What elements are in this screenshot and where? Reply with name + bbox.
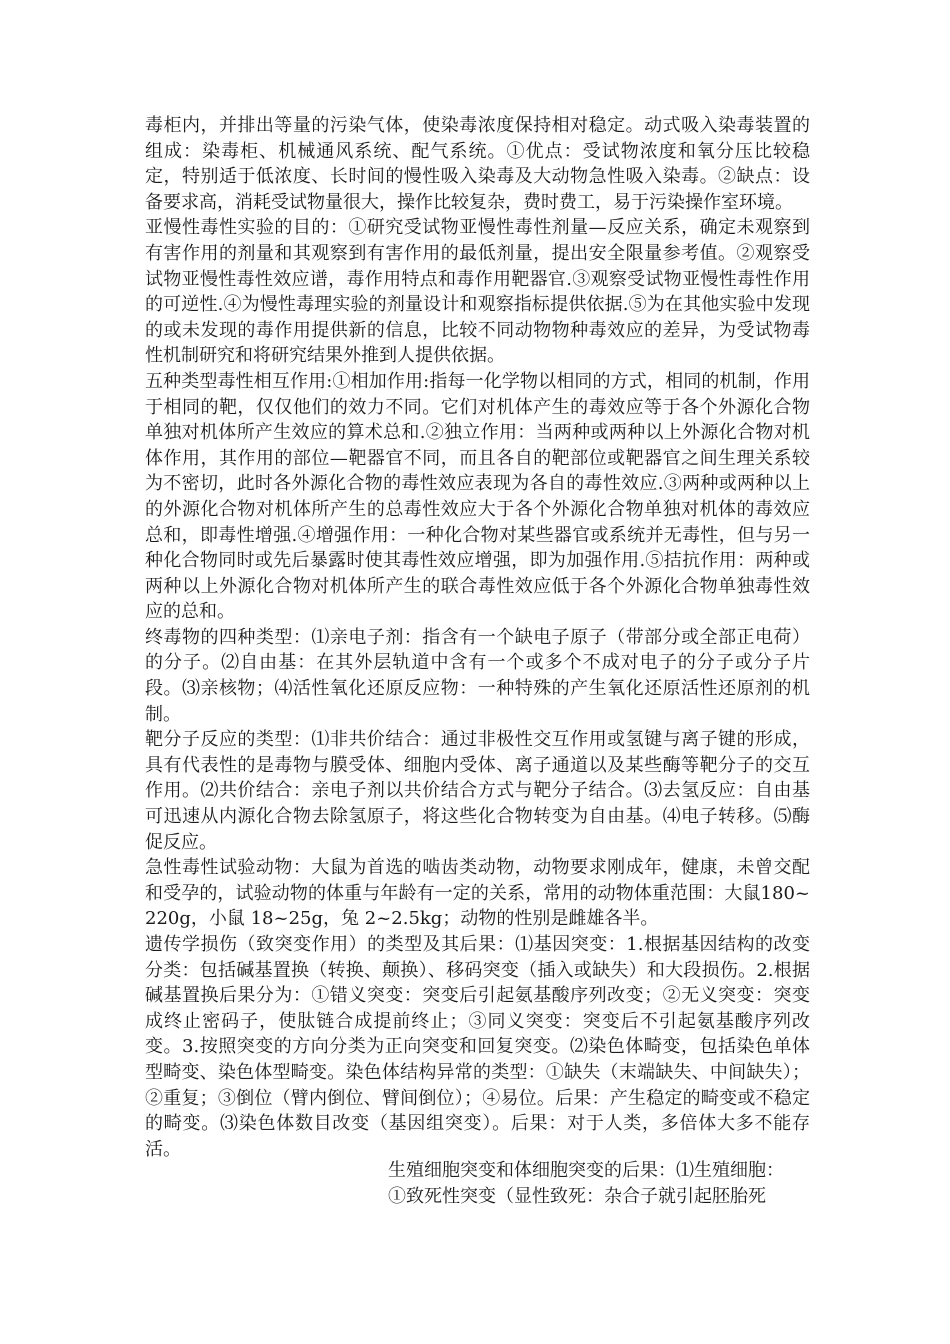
tail-line: ①致死性突变（显性致死：杂合子就引起胚胎死 bbox=[388, 1185, 766, 1207]
document-body bbox=[145, 113, 810, 1162]
paragraph-toxic-interactions: 五种类型毒性相互作用:①相加作用:指每一化学物以相同的方式，相同的机制，作用于相同的靶，仅仅他们的效力不同。它们对机体产生的毒效应等于各个外源化合物单独对机体所产生效应的算术总和.②独立作用：当两种或两种以上外源化合物对机体作用，其作用的部位—靶器官不同，而且各自的靶部位或靶器官之间生理关系较为不密切，此时各外源化合物的毒性效应表现为各自的毒性效应.③两种或两种以上的外源化合物对机体所产生的总毒性效应大于各个外源化合物单独对机体的毒效应总和，即毒性增强.④增强作用：一种化合物对某些器官或系统并无毒性，但与另一种化合物同时或先后暴露时使其毒性效应增强，即为加强作用.⑤拮抗作用：两种或两种以上外源化合物对机体所产生的联合毒性效应低于各个外源化合物单独毒性效应的总和。 bbox=[145, 370, 810, 623]
paragraph-genetic-damage: 遗传学损伤（致突变作用）的类型及其后果：⑴基因突变：1.根据基因结构的改变分类：包括碱基置换（转换、颠换）、移码突变（插入或缺失）和大段损伤。2.根据碱基置换后果分为：①错义突变：突变后引起氨基酸序列改变；②无义突变：突变成终止密码子，使肽链合成提前终止；③同义突变：突变后不引起氨基酸序列改变。3.按照突变的方向分类为正向突变和回复突变。⑵染色体畸变，包括染色单体型畸变、染色体型畸变。染色体结构异常的类型：①缺失（末端缺失、中间缺失）；②重复；③倒位（臂内倒位、臂间倒位）；④易位。后果：产生稳定的畸变或不稳定的畸变。⑶染色体数目改变（基因组突变）。后果：对于人类，多倍体大多不能存活。 bbox=[145, 934, 810, 1160]
paragraph-exposure-device: 毒柜内，并排出等量的污染气体，使染毒浓度保持相对稳定。动式吸入染毒装置的组成：染毒柜、机械通风系统、配气系统。①优点：受试物浓度和氧分压比较稳定，特别适于低浓度、长时间的慢性吸入染毒及大动物急性吸入染毒。②缺点：设备要求高，消耗受试物量很大，操作比较复杂，费时费工，易于污染操作室环境。 bbox=[145, 115, 810, 213]
document-tail bbox=[388, 1158, 810, 1209]
paragraph-ultimate-toxicants: 终毒物的四种类型：⑴亲电子剂：指含有一个缺电子原子（带部分或全部正电荷）的分子。⑵自由基：在其外层轨道中含有一个或多个不成对电子的分子或分子片段。⑶亲核物；⑷活性氧化还原反应物：一种特殊的产生氧化还原活性还原剂的机制。 bbox=[145, 626, 810, 725]
tail-line: 生殖细胞突变和体细胞突变的后果：⑴生殖细胞： bbox=[388, 1160, 784, 1181]
paragraph-subchronic-purpose: 亚慢性毒性实验的目的：①研究受试物亚慢性毒性剂量—反应关系，确定未观察到有害作用的剂量和其观察到有害作用的最低剂量，提出安全限量参考值。②观察受试物亚慢性毒性效应谱，毒作用特点和毒作用靶器官.③观察受试物亚慢性毒性作用的可逆性.④为慢性毒理实验的剂量设计和观察指标提供依据.⑤为在其他实验中发现的或未发现的毒作用提供新的信息，比较不同动物物种毒效应的差异，为受试物毒性机制研究和将研究结果外推到人提供依据。 bbox=[145, 217, 810, 367]
paragraph-acute-test-animals: 急性毒性试验动物：大鼠为首选的啮齿类动物，动物要求刚成年，健康，未曾交配和受孕的，试验动物的体重与年龄有一定的关系，常用的动物体重范围：大鼠180~220g，小鼠 18~25g，兔 2~2.5kg；动物的性别是雌雄各半。 bbox=[145, 857, 810, 930]
paragraph-target-reactions: 靶分子反应的类型：⑴非共价结合：通过非极性交互作用或氢键与离子键的形成，具有代表性的是毒物与膜受体、细胞内受体、离子通道以及某些酶等靶分子的交互作用。⑵共价结合：亲电子剂以共价结合方式与靶分子结合。⑶去氢反应：自由基可迅速从内源化合物去除氢原子，将这些化合物转变为自由基。⑷电子转移。⑸酶促反应。 bbox=[145, 729, 810, 853]
